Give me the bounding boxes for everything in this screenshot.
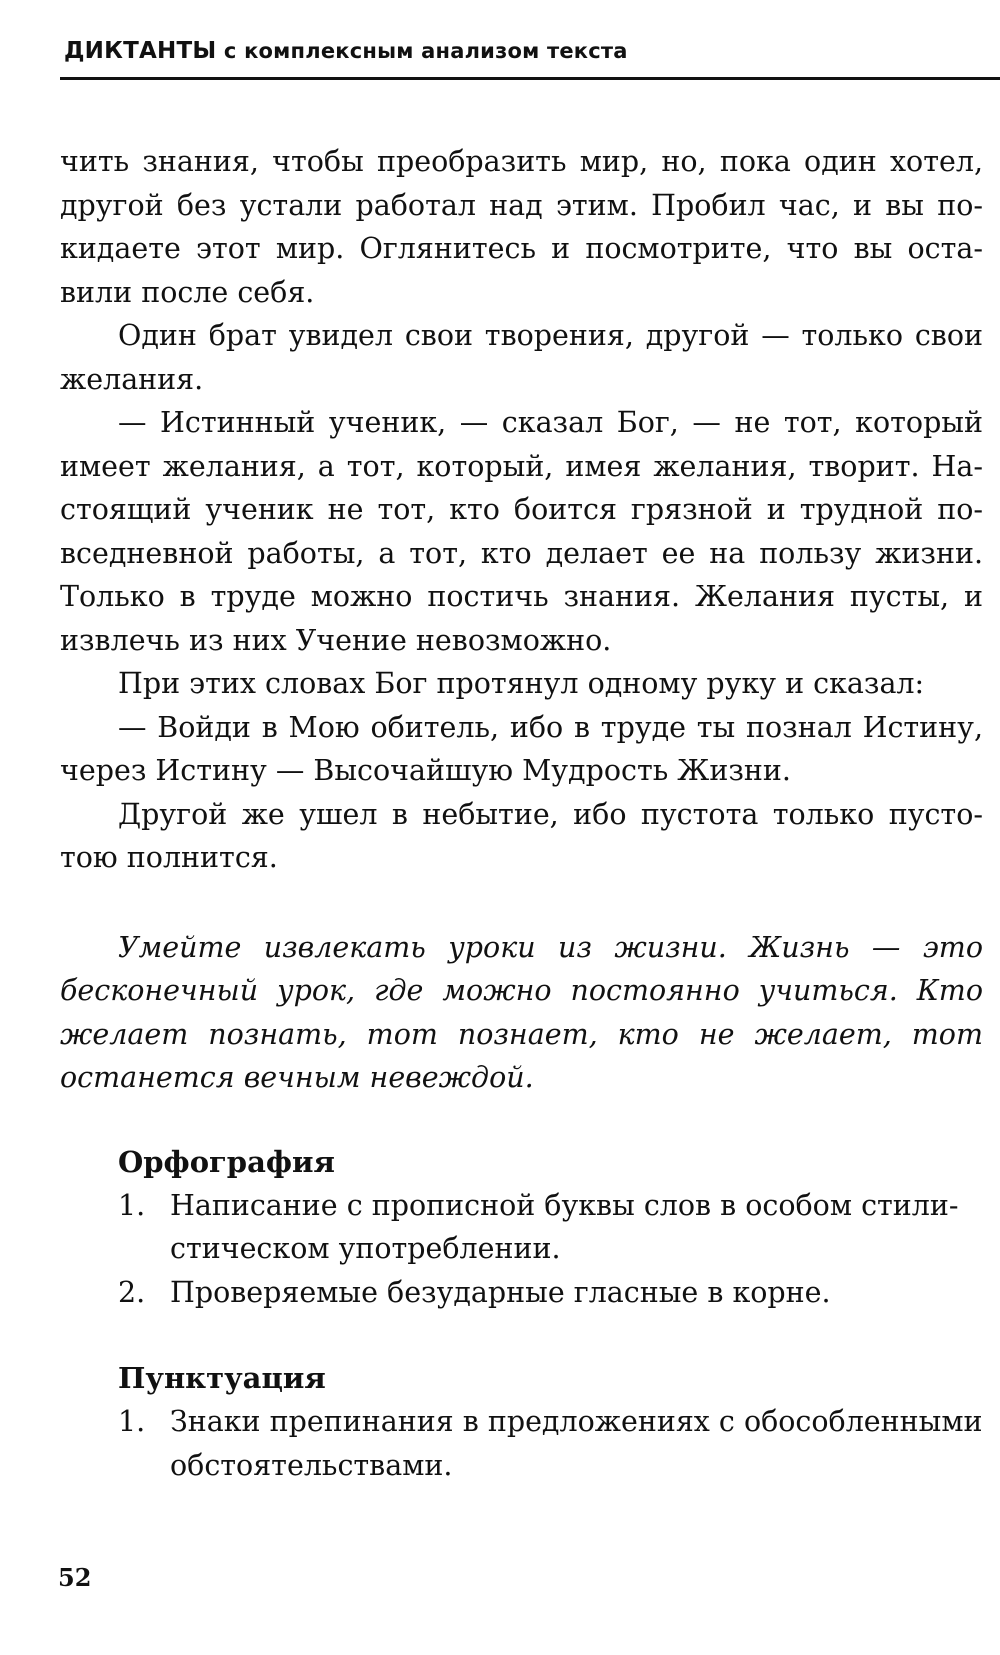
punctuation-list bbox=[60, 1400, 983, 1487]
page-body bbox=[60, 140, 983, 1487]
paragraph-3: — Истинный ученик, — сказал Бог, — не тот, который имеет желания, а тот, который, имея желания, творит. Настоящий ученик не тот, кто боится грязной и трудной повседневной работы, а тот, кто делает ее на пользу жизни. Только в труде можно постичь знания. Желания пусты, и извлечь из них Учение невозможно. bbox=[60, 406, 983, 657]
running-header bbox=[64, 38, 628, 64]
list-item-number: 2. bbox=[118, 1275, 146, 1309]
list-item-number: 1. bbox=[118, 1405, 146, 1438]
header-rule bbox=[60, 77, 1000, 80]
page-number: 52 bbox=[58, 1563, 92, 1592]
moral-statement: Умейте извлекать уроки из жизни. Жизнь — это бесконечный урок, где можно постоянно учиться. Кто желает познать, тот познает, кто не желает, тот останется вечным невеждой. bbox=[60, 930, 983, 1094]
paragraph-4: При этих словах Бог протянул одному руку и сказал: bbox=[118, 667, 925, 700]
orthography-list bbox=[60, 1184, 983, 1315]
list-item-text: Проверяемые безударные гласные в корне. bbox=[170, 1275, 831, 1309]
section-heading-orthography: Орфография bbox=[118, 1144, 335, 1179]
paragraph-2: Один брат увидел свои творения, другой — только свои желания. bbox=[60, 319, 983, 396]
header-title-caps: ДИКТАНТЫ bbox=[64, 38, 217, 64]
paragraph-1: чить знания, чтобы преобразить мир, но, пока один хотел, другой без устали работал над этим. Пробил час, и вы покидаете этот мир. Оглянитесь и посмотрите, что вы оставили после себя. bbox=[60, 145, 983, 309]
list-item-number: 1. bbox=[118, 1188, 146, 1222]
section-heading-punctuation: Пунктуация bbox=[118, 1361, 326, 1395]
list-item-text: Знаки препинания в предложениях с обособленными обстоятельствами. bbox=[170, 1405, 983, 1482]
paragraph-5: — Войди в Мою обитель, ибо в труде ты познал Истину, через Истину — Высочайшую Мудрость Жизни. bbox=[60, 710, 983, 787]
paragraph-6: Другой же ушел в небытие, ибо пустота только пустотою полнится. bbox=[60, 797, 983, 874]
list-item bbox=[118, 1271, 983, 1315]
list-item bbox=[118, 1400, 983, 1487]
list-item bbox=[118, 1184, 983, 1271]
list-item-text: Написание с прописной буквы слов в особом стилистическом употреблении. bbox=[170, 1188, 959, 1265]
header-title-rest: с комплексным анализом текста bbox=[223, 39, 628, 63]
